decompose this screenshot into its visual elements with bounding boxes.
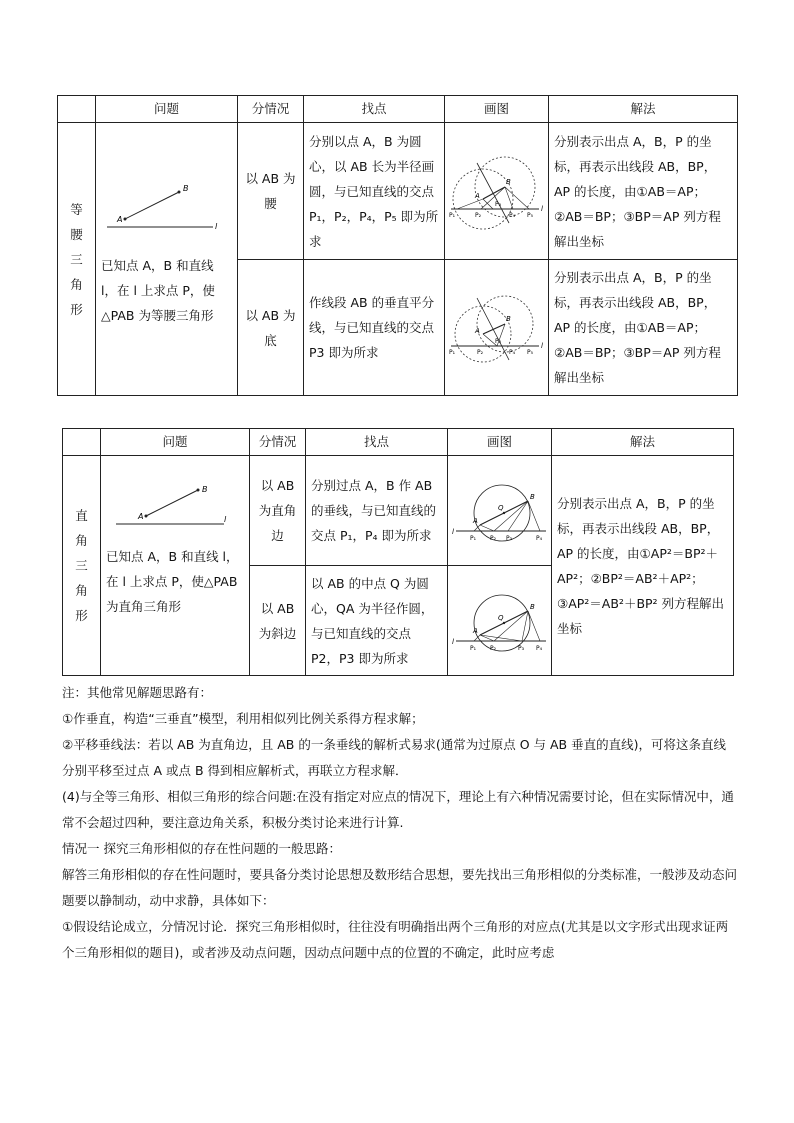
find-cell: 以 AB 的中点 Q 为圆心，QA 为半径作圆，与已知直线的交点 P2，P3 即为所求 <box>306 566 448 676</box>
figure-cell <box>448 566 552 676</box>
figure-cell <box>445 260 549 396</box>
header-blank <box>63 429 101 456</box>
label-a: A <box>474 326 480 335</box>
header-case: 分情况 <box>250 429 306 456</box>
case-cell: 以 AB 为直角边 <box>250 456 306 566</box>
label-l: l <box>540 205 543 213</box>
header-problem: 问题 <box>101 429 250 456</box>
label-q: Q <box>497 613 504 622</box>
label-q: Q <box>497 503 504 512</box>
problem-text: 已知点 A，B 和直线 l，在 l 上求点 P，使△PAB 为直角三角形 <box>106 549 239 614</box>
find-cell: 分别过点 A，B 作 AB 的垂线，与已知直线的交点 P₁，P₄ 即为所求 <box>306 456 448 566</box>
header-problem: 问题 <box>96 96 238 123</box>
label-a: A <box>472 626 478 635</box>
label-l: l <box>540 341 543 350</box>
figure-cell <box>445 123 549 260</box>
find-cell: 作线段 AB 的垂直平分线，与已知直线的交点 P3 即为所求 <box>304 260 445 396</box>
notes-section <box>62 680 737 966</box>
header-row <box>63 429 734 456</box>
label-b: B <box>202 485 208 494</box>
category-char: 直 <box>75 508 88 523</box>
label-p1: P₁ <box>448 348 455 356</box>
case-cell: 以 AB 为腰 <box>238 123 304 260</box>
label-p3: P₃ <box>517 644 524 652</box>
category-char: 三 <box>70 251 83 267</box>
method-cell: 分别表示出点 A，B，P 的坐标，再表示出线段 AB，BP，AP 的长度，由①AB＝AP；②AB＝BP；③BP＝AP 列方程解出坐标 <box>549 260 738 396</box>
label-p2: P₂ <box>489 534 496 542</box>
category-cell <box>58 123 96 396</box>
header-method: 解法 <box>549 96 738 123</box>
problem-cell <box>101 456 250 676</box>
case-cell: 以 AB 为斜边 <box>250 566 306 676</box>
note-paragraph: ①作垂直，构造“三垂直”模型，利用相似列比例关系得方程求解； <box>62 711 424 726</box>
isosceles-leg-figure <box>447 151 547 231</box>
right-triangle-table <box>62 428 734 676</box>
note-heading: 注：其他常见解题思路有： <box>62 685 213 700</box>
category-char: 角 <box>75 533 88 548</box>
label-l: l <box>451 527 454 536</box>
label-p1: P₁ <box>469 534 476 542</box>
label-p2: P₂ <box>476 348 483 356</box>
label-p3: P₃ <box>505 534 512 542</box>
isosceles-base-figure <box>447 288 547 368</box>
right-leg-figure <box>450 461 550 561</box>
figure-cell <box>448 456 552 566</box>
isosceles-table <box>57 95 738 396</box>
label-a: A <box>117 215 123 224</box>
problem-cell <box>96 123 238 396</box>
label-p4: P₄ <box>535 534 542 542</box>
label-p4: P₄ <box>535 644 542 652</box>
label-l: l <box>224 515 227 524</box>
find-cell: 分别以点 A，B 为圆心，以 AB 长为半径画圆，与已知直线的交点 P₁，P₂，P₄，P₅ 即为所求 <box>304 123 445 260</box>
note-paragraph: 情况一 探究三角形相似的存在性问题的一般思路： <box>62 841 341 856</box>
note-paragraph: ②平移垂线法：若以 AB 为直角边，且 AB 的一条垂线的解析式易求(通常为过原点 O 与 AB 垂直的直线)，可将这条直线分别平移至过点 A 或点 B 得到相应解析式，再联立方程求解． <box>62 737 726 778</box>
table-row <box>63 456 734 566</box>
case-cell: 以 AB 为底 <box>238 260 304 396</box>
category-char: 角 <box>70 276 83 292</box>
problem-figure <box>101 183 221 239</box>
label-p5: P₅ <box>526 212 533 219</box>
label-b: B <box>529 602 535 611</box>
category-char: 等 <box>70 201 83 217</box>
category-char: 腰 <box>70 226 83 242</box>
label-l: l <box>451 637 454 646</box>
label-p2: P₂ <box>474 212 481 219</box>
problem-figure <box>106 482 236 532</box>
header-row <box>58 96 738 123</box>
right-hyp-figure <box>450 571 550 671</box>
label-b: B <box>505 178 511 186</box>
note-paragraph: 解答三角形相似的存在性问题时，要具备分类讨论思想及数形结合思想，要先找出三角形相似的分类标准，一般涉及动态问题要以静制动，动中求静，具体如下： <box>62 867 738 908</box>
header-blank <box>58 96 96 123</box>
method-cell: 分别表示出点 A，B，P 的坐标，再表示出线段 AB，BP，AP 的长度，由①AP²＝BP²＋AP²；②BP²＝AB²＋AP²；③AP²＝AB²＋BP² 列方程解出坐标 <box>552 456 734 676</box>
note-paragraph: ①假设结论成立，分情况讨论．探究三角形相似时，往往没有明确指出两个三角形的对应点(尤其是以文字形式出现求证两个三角形相似的题目)，或者涉及动点问题，因动点问题中点的位置的不确定，此时应考虑 <box>62 919 729 960</box>
category-char: 角 <box>75 583 88 598</box>
method-cell: 分别表示出点 A，B，P 的坐标，再表示出线段 AB，BP，AP 的长度，由①AB＝AP；②AB＝BP；③BP＝AP 列方程解出坐标 <box>549 123 738 260</box>
label-p2: P₂ <box>489 644 496 652</box>
label-p1: P₁ <box>469 644 476 652</box>
label-p1: P₁ <box>448 212 455 219</box>
header-draw: 画图 <box>445 96 549 123</box>
label-p4: P₄ <box>508 348 515 356</box>
header-case: 分情况 <box>238 96 304 123</box>
label-a: A <box>138 512 144 521</box>
label-b: B <box>529 492 535 501</box>
header-draw: 画图 <box>448 429 552 456</box>
table-row <box>58 123 738 260</box>
label-b: B <box>183 184 189 193</box>
header-method: 解法 <box>552 429 734 456</box>
label-p3: P₃ <box>494 201 501 208</box>
label-p4: P₄ <box>508 212 515 219</box>
note-paragraph: (4)与全等三角形、相似三角形的综合问题:在没有指定对应点的情况下，理论上有六种情况需要讨论，但在实际情况中，通常不会超过四种，要注意边角关系，积极分类讨论来进行计算. <box>62 789 734 830</box>
problem-text: 已知点 A，B 和直线 l，在 l 上求点 P，使△PAB 为等腰三角形 <box>101 258 215 323</box>
label-l: l <box>215 222 218 231</box>
header-find: 找点 <box>304 96 445 123</box>
category-cell <box>63 456 101 676</box>
category-char: 形 <box>75 608 88 623</box>
label-b: B <box>505 314 511 323</box>
label-p3: P₃ <box>494 337 501 345</box>
category-char: 形 <box>70 301 83 317</box>
category-char: 三 <box>75 558 88 573</box>
header-find: 找点 <box>306 429 448 456</box>
label-a: A <box>474 192 480 200</box>
label-p5: P₅ <box>526 348 533 356</box>
label-a: A <box>472 516 478 525</box>
